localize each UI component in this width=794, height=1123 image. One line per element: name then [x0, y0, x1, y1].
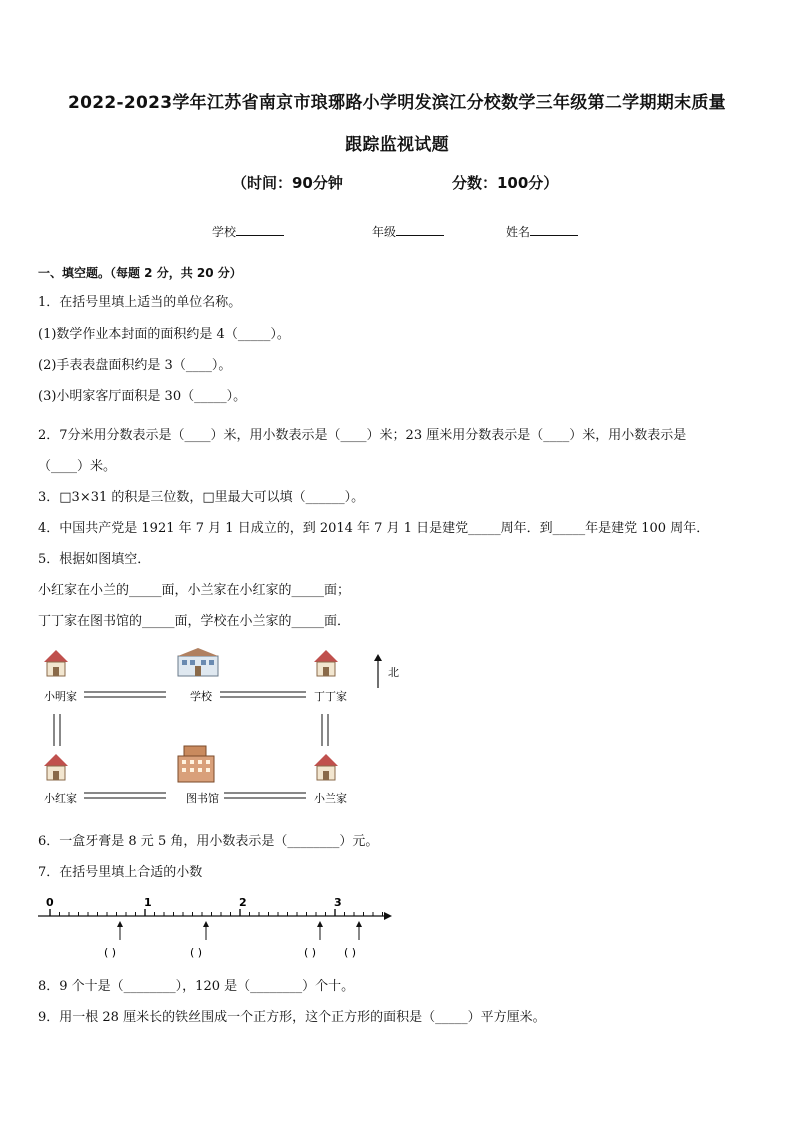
answer-blank[interactable]: ( )	[344, 946, 357, 959]
tick-label: 0	[46, 896, 54, 909]
label-xiaolan: 小兰家	[314, 792, 347, 805]
answer-blank[interactable]: ( )	[104, 946, 117, 959]
school-field[interactable]	[212, 223, 284, 240]
number-line-arrow-icon	[384, 912, 392, 920]
tick-label: 3	[334, 896, 342, 909]
label-library: 图书馆	[186, 792, 219, 805]
question-5-line-b: 丁丁家在图书馆的_____面，学校在小兰家的_____面．	[38, 614, 351, 629]
question-5-line-a: 小红家在小兰的_____面，小兰家在小红家的_____面；	[38, 583, 351, 598]
pointer-arrow-icon	[117, 921, 123, 940]
tick-label: 1	[144, 896, 152, 909]
page-title-line1: 2022-2023学年江苏省南京市琅琊路小学明发滨江分校数学三年级第二学期期末质量	[68, 93, 726, 113]
answer-blank[interactable]: ( )	[304, 946, 317, 959]
label-dingding: 丁丁家	[314, 690, 347, 703]
house-icon	[44, 754, 68, 780]
house-icon	[44, 650, 68, 676]
label-school: 学校	[190, 690, 212, 703]
pointer-arrow-icon	[203, 921, 209, 940]
page-title-line2: 跟踪监视试题	[345, 135, 449, 155]
name-field[interactable]	[506, 223, 578, 240]
pointer-arrow-icon	[317, 921, 323, 940]
question-3: 3．□3×31 的积是三位数，□里最大可以填（______）。	[38, 490, 365, 505]
grade-blank[interactable]	[396, 223, 444, 236]
question-1-part-2: (2)手表表盘面积约是 3（____）。	[38, 358, 232, 373]
question-4: 4．中国共产党是 1921 年 7 月 1 日成立的，到 2014 年 7 月 1 日是建党_____周年．到_____年是建党 100 周年．	[38, 521, 710, 536]
question-1: 1．在括号里填上适当的单位名称。	[38, 295, 242, 310]
label-xiaoming: 小明家	[44, 690, 77, 703]
school-icon	[178, 648, 218, 676]
question-9: 9．用一根 28 厘米长的铁丝围成一个正方形，这个正方形的面积是（_____）平方厘米。	[38, 1010, 546, 1025]
house-icon	[314, 650, 338, 676]
label-xiaohong: 小红家	[44, 792, 77, 805]
answer-blank[interactable]: ( )	[190, 946, 203, 959]
grade-label: 年级	[372, 225, 397, 239]
house-icon	[314, 754, 338, 780]
number-line	[36, 892, 396, 962]
question-1-part-1: (1)数学作业本封面的面积约是 4（_____）。	[38, 327, 290, 342]
question-5: 5．根据如图填空．	[38, 552, 151, 567]
question-2-line2: （____）米。	[38, 459, 117, 474]
tick-label: 2	[239, 896, 247, 909]
arrow-head-icon	[374, 654, 382, 661]
map-diagram	[36, 646, 376, 811]
question-6: 6．一盒牙膏是 8 元 5 角，用小数表示是（________）元。	[38, 834, 379, 849]
library-icon	[178, 746, 214, 782]
school-blank[interactable]	[236, 223, 284, 236]
question-8: 8．9 个十是（________），120 是（________）个十。	[38, 979, 355, 994]
question-7: 7．在括号里填上合适的小数	[38, 865, 203, 880]
school-label: 学校	[212, 225, 237, 239]
question-1-part-3: (3)小明家客厅面积是 30（_____）。	[38, 389, 247, 404]
exam-time: （时间：90分钟	[232, 174, 343, 192]
name-label: 姓名	[506, 225, 531, 239]
grade-field[interactable]	[372, 223, 444, 240]
section-heading: 一、填空题。（每题 2 分，共 20 分）	[38, 266, 242, 280]
pointer-arrow-icon	[356, 921, 362, 940]
label-north: 北	[388, 666, 399, 679]
question-2-line1: 2．7分米用分数表示是（____）米，用小数表示是（____）米；23 厘米用分数表示是（____）米，用小数表示是	[38, 428, 687, 443]
north-indicator	[370, 652, 410, 692]
exam-score: 分数：100分）	[452, 174, 559, 192]
name-blank[interactable]	[530, 223, 578, 236]
